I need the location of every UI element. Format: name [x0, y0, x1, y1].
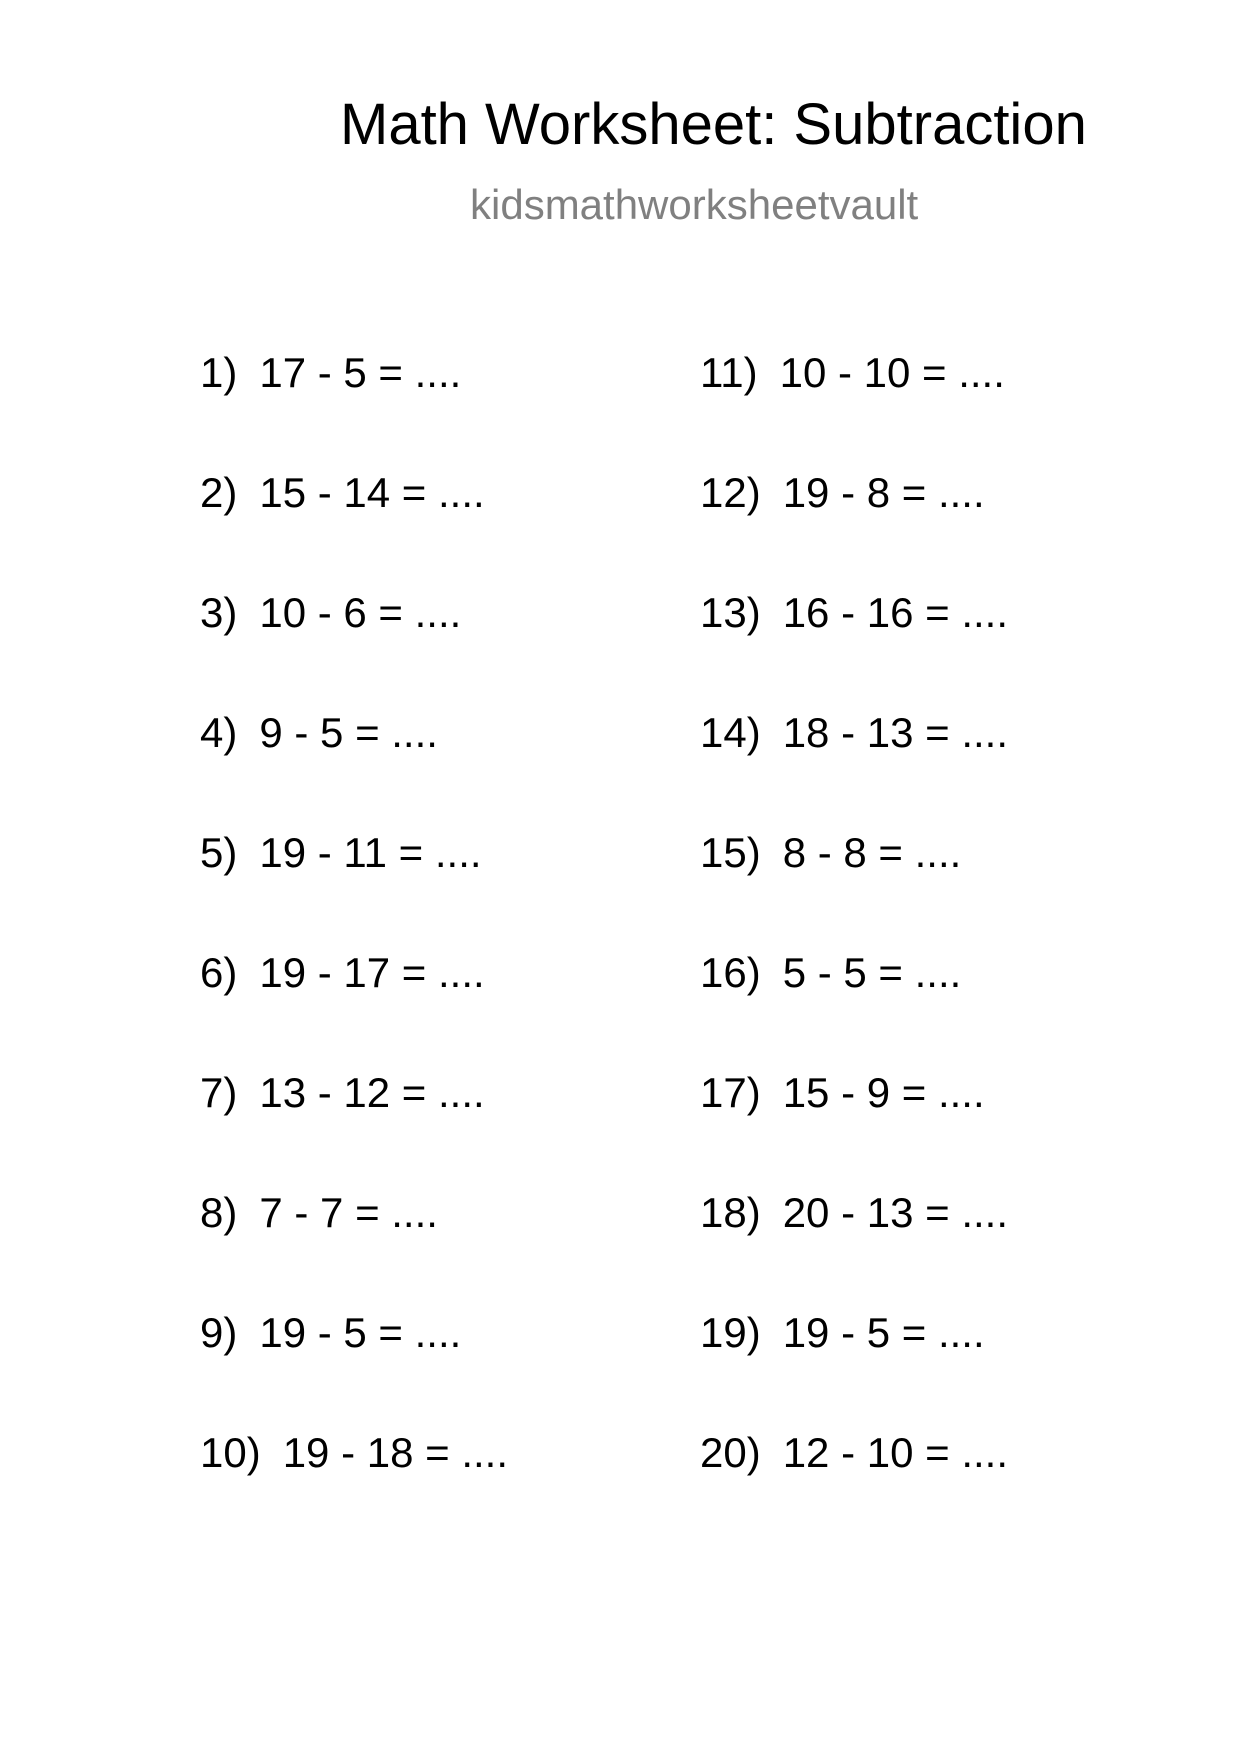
problem-number: 10): [200, 1429, 261, 1476]
problem-number: 13): [700, 589, 761, 636]
problem-expression: 15 - 9 = ....: [782, 1069, 985, 1116]
problem-expression: 10 - 10 = ....: [779, 349, 1005, 396]
problem-item: [700, 469, 1180, 592]
problem-expression: 19 - 17 = ....: [259, 949, 485, 996]
problem-number: 8): [200, 1189, 238, 1236]
problem-expression: 15 - 14 = ....: [259, 469, 485, 516]
problem-number: 16): [700, 949, 761, 996]
problem-item: [200, 349, 680, 472]
problem-item: [700, 949, 1180, 1072]
problem-item: [200, 709, 680, 832]
problem-expression: 8 - 8 = ....: [782, 829, 962, 876]
problem-expression: 17 - 5 = ....: [259, 349, 462, 396]
problem-expression: 12 - 10 = ....: [782, 1429, 1009, 1476]
problem-item: [700, 349, 1180, 472]
problem-item: [200, 469, 680, 592]
problem-expression: 5 - 5 = ....: [782, 949, 962, 996]
problem-item: [200, 829, 680, 952]
problem-number: 11): [700, 349, 758, 396]
problem-expression: 16 - 16 = ....: [782, 589, 1009, 636]
problem-item: [200, 589, 680, 712]
problem-number: 15): [700, 829, 761, 876]
problem-item: [200, 1309, 680, 1432]
problem-number: 12): [700, 469, 761, 516]
problem-item: [700, 829, 1180, 952]
problem-expression: 19 - 8 = ....: [782, 469, 985, 516]
problem-expression: 10 - 6 = ....: [259, 589, 462, 636]
problem-number: 5): [200, 829, 238, 876]
problem-expression: 20 - 13 = ....: [782, 1189, 1009, 1236]
problem-item: [700, 1429, 1180, 1552]
problem-expression: 18 - 13 = ....: [782, 709, 1009, 756]
problem-item: [200, 949, 680, 1072]
problem-number: 18): [700, 1189, 761, 1236]
problem-expression: 19 - 5 = ....: [259, 1309, 462, 1356]
problem-number: 2): [200, 469, 238, 516]
problem-item: [200, 1429, 680, 1552]
problem-number: 7): [200, 1069, 238, 1116]
problem-number: 17): [700, 1069, 761, 1116]
problem-number: 4): [200, 709, 238, 756]
problem-item: [200, 1069, 680, 1192]
problem-number: 1): [200, 349, 238, 396]
problem-number: 9): [200, 1309, 238, 1356]
problem-expression: 9 - 5 = ....: [259, 709, 438, 756]
problem-item: [700, 589, 1180, 712]
problem-number: 19): [700, 1309, 761, 1356]
problem-item: [700, 709, 1180, 832]
page-title: Math Worksheet: Subtraction: [340, 92, 1087, 157]
problems-column-right: [700, 349, 1180, 1552]
problem-expression: 19 - 5 = ....: [782, 1309, 985, 1356]
problems-column-left: [200, 349, 680, 1552]
problem-item: [200, 1189, 680, 1312]
problem-number: 20): [700, 1429, 761, 1476]
problem-expression: 19 - 11 = ....: [259, 829, 482, 876]
problem-expression: 7 - 7 = ....: [259, 1189, 438, 1236]
problem-item: [700, 1069, 1180, 1192]
problem-number: 3): [200, 589, 238, 636]
problem-item: [700, 1309, 1180, 1432]
problem-expression: 19 - 18 = ....: [282, 1429, 509, 1476]
page-subtitle: kidsmathworksheetvault: [470, 181, 919, 228]
problem-number: 6): [200, 949, 238, 996]
problem-expression: 13 - 12 = ....: [259, 1069, 485, 1116]
problem-item: [700, 1189, 1180, 1312]
problem-number: 14): [700, 709, 761, 756]
